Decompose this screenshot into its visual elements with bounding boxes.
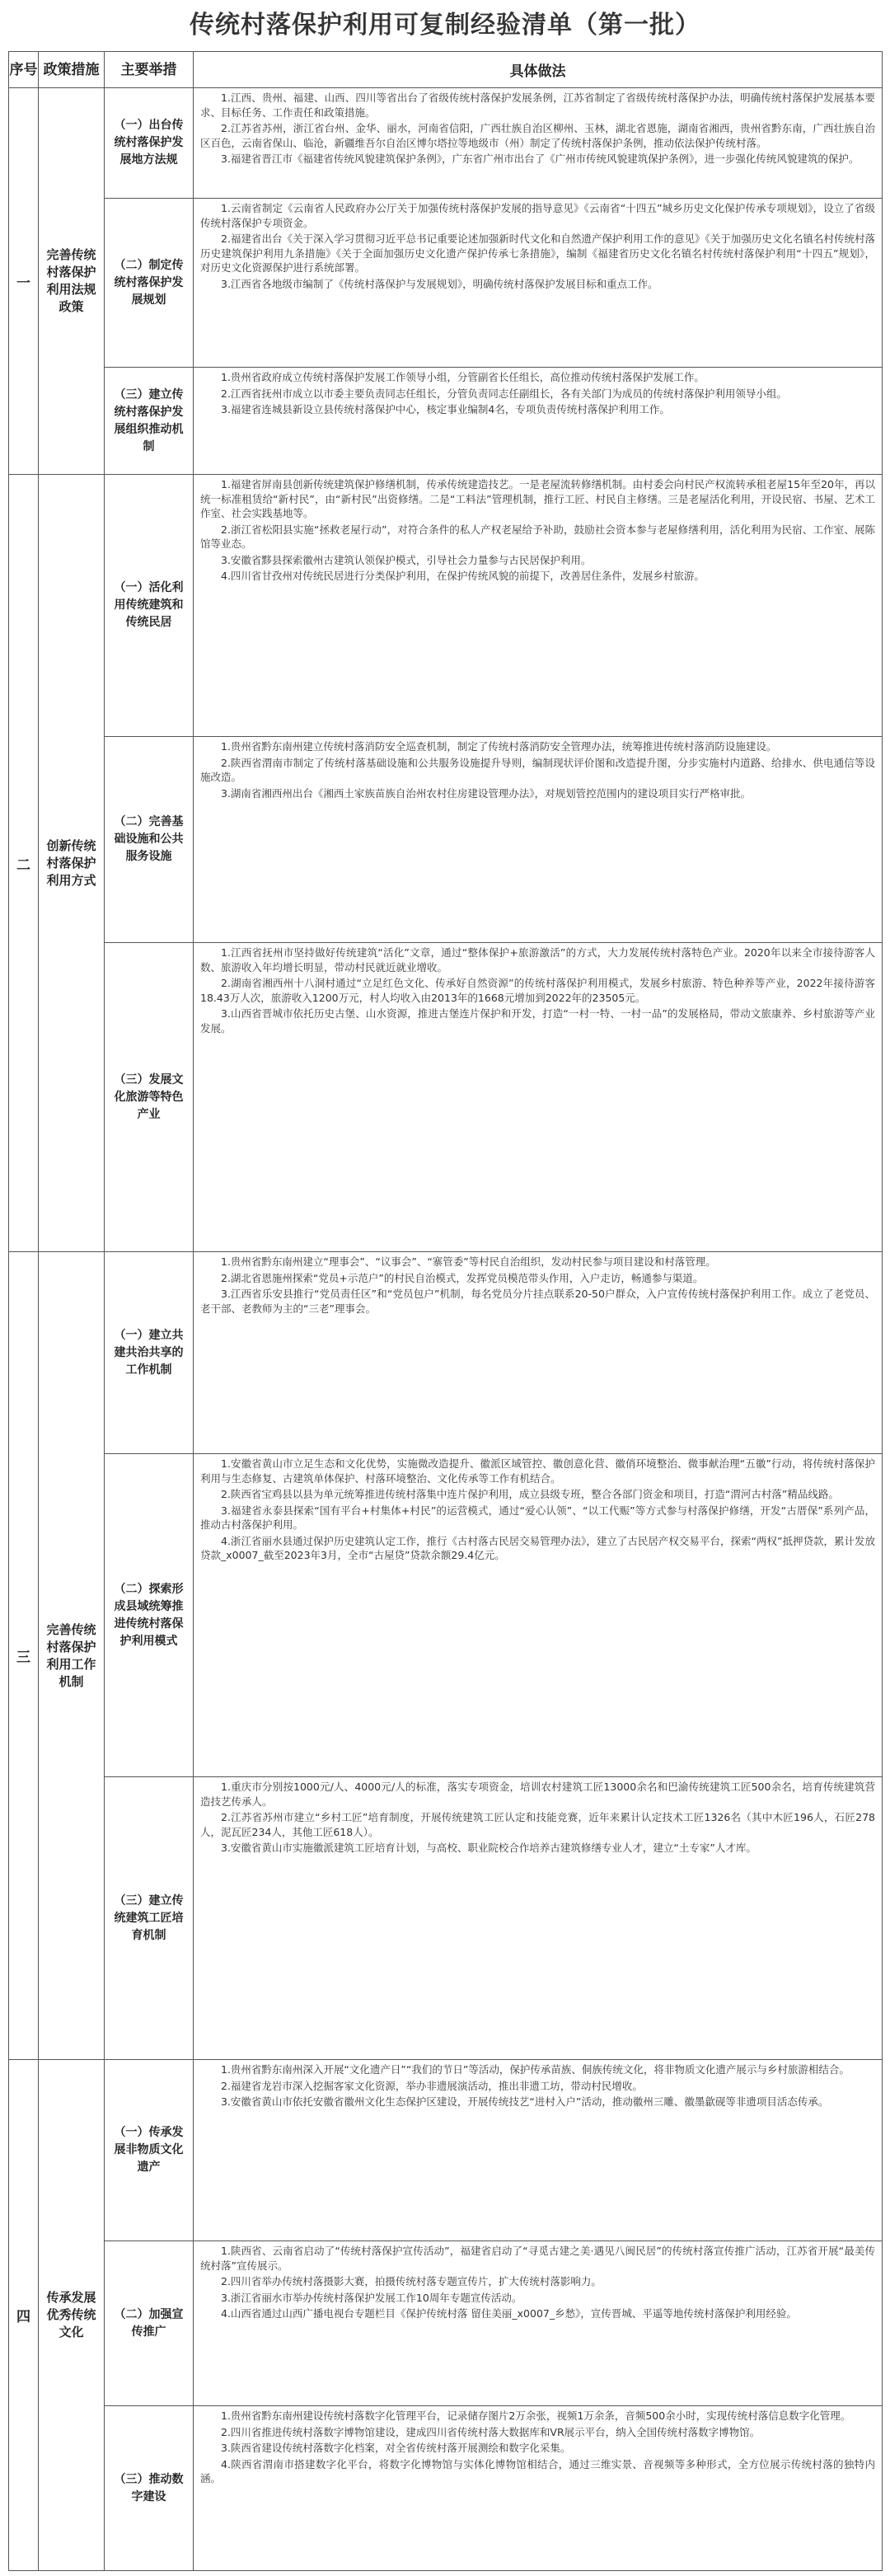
document-title: 传统村落保护利用可复制经验清单（第一批）	[190, 11, 700, 40]
table-row	[9, 2406, 883, 2571]
table-row	[9, 368, 883, 475]
header-seq: 序号	[9, 52, 39, 88]
table-row	[9, 475, 883, 737]
detail-paragraph: 4.浙江省丽水县通过保护历史建筑认定工作，推行《古村落古民居交易管理办法》，建立了古民居产权交易平台，探索“两权”抵押贷款，累计发放贷款_x0007_截至2023年3月，全市“古屋贷”贷款余额29.4亿元。	[200, 1534, 875, 1561]
detail-cell	[194, 475, 883, 737]
detail-paragraph: 3.福建省晋江市《福建省传统风貌建筑保护条例》，广东省广州市出台了《广州市传统风貌建筑保护条例》，进一步强化传统风貌建筑的保护。	[221, 152, 860, 165]
section-number: 四	[9, 2060, 39, 2571]
detail-cell	[194, 1252, 883, 1454]
table-row	[9, 1777, 883, 2060]
detail-paragraph: 2.福建省龙岩市深入挖掘客家文化资源，举办非遗展演活动，推出非遗工坊，带动村民增收。	[221, 2079, 643, 2092]
detail-paragraph: 4.陕西省渭南市搭建数字化平台，将数字化博物馆与实体化博物馆相结合，通过三维实景、音视频等多种形式，全方位展示传统村落的独特内涵。	[200, 2457, 875, 2485]
experience-table	[8, 51, 883, 2571]
detail-paragraph: 3.安徽省黄山市实施徽派建筑工匠培育计划，与高校、职业院校合作培养古建筑修缮专业人才，建立“土专家”人才库。	[221, 1842, 756, 1854]
detail-paragraph: 4.山西省通过山西广播电视台专题栏目《保护传统村落 留住美丽_x0007_乡愁》，宣传晋城、平遥等地传统村落保护利用经验。	[221, 2307, 797, 2320]
detail-paragraph: 1.云南省制定《云南省人民政府办公厅关于加强传统村落保护发展的指导意见》《云南省“十四五”城乡历史文化保护传承专项规划》，设立了省级传统村落保护专项资金。	[200, 202, 875, 229]
measure-cell: （一）活化利用传统建筑和传统民居	[105, 475, 194, 737]
detail-paragraph: 2.江苏省苏州，浙江省台州、金华、丽水，河南省信阳，广西壮族自治区柳州、玉林，湖北省恩施，湖南省湘西，贵州省黔东南，广西壮族自治区百色，云南省保山、临沧，新疆维吾尔自治区博尔塔拉等地级市（州）制定了传统村落保护条例，推动依法保护传统村落。	[200, 122, 875, 149]
detail-cell	[194, 2060, 883, 2241]
detail-paragraph: 3.安徽省黄山市依托安徽省徽州文化生态保护区建设，开展传统技艺“进村入户”活动，推动徽州三雕、徽墨歙砚等非遗项目活态传承。	[221, 2095, 829, 2108]
measure-cell: （一）出台传统村落保护发展地方法规	[105, 88, 194, 199]
table-row	[9, 943, 883, 1252]
detail-paragraph: 1.江西省抚州市坚持做好传统建筑“活化”文章，通过“整体保护+旅游激活”的方式，大力发展传统村落特色产业。2020年以来全市接待游客人数、旅游收入年均增长明显，带动村民就近就业增收。	[200, 946, 875, 974]
header-policy: 政策措施	[39, 52, 105, 88]
detail-paragraph: 3.江西省各地级市编制了《传统村落保护与发展规划》，明确传统村落保护发展目标和重点工作。	[221, 277, 658, 290]
detail-cell	[194, 737, 883, 943]
measure-cell: （一）建立共建共治共享的工作机制	[105, 1252, 194, 1454]
measure-cell: （二）探索形成县域统筹推进传统村落保护利用模式	[105, 1454, 194, 1777]
detail-cell	[194, 368, 883, 475]
measure-cell: （一）传承发展非物质文化遗产	[105, 2060, 194, 2241]
detail-paragraph: 1.江西、贵州、福建、山西、四川等省出台了省级传统村落保护发展条例，江苏省制定了省级传统村落保护办法，明确传统村落保护发展基本要求、目标任务、工作责任和政策措施。	[200, 91, 875, 119]
detail-cell	[194, 2406, 883, 2571]
measure-cell: （二）制定传统村落保护发展规划	[105, 199, 194, 368]
detail-cell	[194, 88, 883, 199]
measure-cell: （三）推动数字建设	[105, 2406, 194, 2571]
detail-paragraph: 1.重庆市分别按1000元/人、4000元/人的标准，落实专项资金，培训农村建筑工匠13000余名和巴渝传统建筑工匠500余名，培育传统建筑营造技艺传承人。	[200, 1781, 875, 1808]
measure-cell: （二）完善基础设施和公共服务设施	[105, 737, 194, 943]
header-detail: 具体做法	[194, 52, 883, 88]
table-row	[9, 2241, 883, 2406]
detail-paragraph: 3.福建省连城县新设立县传统村落保护中心，核定事业编制4名，专项负责传统村落保护利用工作。	[221, 403, 670, 415]
measure-cell: （三）建立传统村落保护发展组织推动机制	[105, 368, 194, 475]
table-row	[9, 1454, 883, 1777]
detail-paragraph: 3.安徽省黟县探索徽州古建筑认领保护模式，引导社会力量参与古民居保护利用。	[221, 553, 592, 566]
section-number: 三	[9, 1252, 39, 2060]
detail-paragraph: 2.浙江省松阳县实施“拯救老屋行动”，对符合条件的私人产权老屋给予补助，鼓励社会资本参与老屋修缮利用，活化利用为民宿、工作室、展陈馆等业态。	[200, 523, 875, 550]
detail-cell	[194, 943, 883, 1252]
policy-cell: 完善传统村落保护利用法规政策	[39, 88, 105, 475]
detail-paragraph: 2.江苏省苏州市建立“乡村工匠”培育制度，开展传统建筑工匠认定和技能竞赛，近年来累计认定技术工匠1326名（其中木匠196人，石匠278人，泥瓦匠234人，其他工匠618人）。	[200, 1811, 875, 1838]
detail-paragraph: 1.安徽省黄山市立足生态和文化优势，实施微改造提升、徽派区域管控、徽创意化营、徽俏环境整治、微事献治理“五徽”行动，将传统村落保护利用与生态修复、古建筑单体保护、村落环境整治、文化传承等工作有机结合。	[200, 1457, 875, 1485]
detail-paragraph: 3.福建省永泰县探索“国有平台+村集体+村民”的运营模式，通过“爱心认领”、“以工代赈”等方式参与村落保护修缮，开发“古厝保”系列产品，推动古村落保护利用。	[200, 1504, 875, 1531]
section-number: 一	[9, 88, 39, 475]
measure-cell: （三）建立传统建筑工匠培育机制	[105, 1777, 194, 2060]
table-row	[9, 1252, 883, 1454]
detail-paragraph: 1.贵州省黔东南州建立“理事会”、“议事会”、“寨管委”等村民自治组织，发动村民参与项目建设和村落管理。	[221, 1255, 716, 1268]
detail-cell	[194, 2241, 883, 2406]
measure-cell: （二）加强宣传推广	[105, 2241, 194, 2406]
detail-paragraph: 2.四川省举办传统村落摄影大赛，拍摄传统村落专题宣传片，扩大传统村落影响力。	[221, 2275, 602, 2287]
detail-paragraph: 3.湖南省湘西州出台《湘西土家族苗族自治州农村住房建设管理办法》，对规划管控范围内的建设项目实行严格审批。	[221, 786, 752, 800]
detail-paragraph: 1.贵州省黔东南州深入开展“文化遗产日”“我们的节日”等活动，保护传承苗族、侗族传统文化，将非物质文化遗产展示与乡村旅游相结合。	[221, 2063, 850, 2076]
policy-cell: 创新传统村落保护利用方式	[39, 475, 105, 1252]
table-row	[9, 737, 883, 943]
detail-paragraph: 3.江西省乐安县推行“党员责任区”和“党员包户”机制，每名党员分片挂点联系20-50户群众，入户宣传传统村落保护利用工作。成立了老党员、老干部、老教师为主的“三老”理事会。	[200, 1288, 875, 1315]
detail-paragraph: 1.贵州省黔东南州建设传统村落数字化管理平台，记录储存图片2万余张，视频1万余条，音频500余小时，实现传统村落信息数字化管理。	[221, 2409, 851, 2422]
detail-cell	[194, 1777, 883, 2060]
detail-paragraph: 3.陕西省建设传统村落数字化档案，对全省传统村落开展测绘和数字化采集。	[221, 2442, 571, 2454]
detail-paragraph: 2.陕西省宝鸡县以县为单元统筹推进传统村落集中连片保护利用，成立县级专班，整合各部门资金和项目，打造“渭河古村落”精品线路。	[221, 1488, 839, 1500]
table-row	[9, 2060, 883, 2241]
detail-paragraph: 2.湖北省恩施州探索“党员+示范户”的村民自治模式，发挥党员模范带头作用，入户走访，畅通参与渠道。	[221, 1271, 704, 1284]
table-header-row	[9, 52, 883, 88]
section-number: 二	[9, 475, 39, 1252]
detail-paragraph: 3.浙江省丽水市举办传统村落保护发展工作10周年专题宣传活动。	[221, 2291, 522, 2304]
detail-paragraph: 2.湖南省湘西州十八洞村通过“立足红色文化、传承好自然资源”的传统村落保护利用模式，发展乡村旅游、特色种养等产业，2022年接待游客18.43万人次，旅游收入1200万元，村人均收入由2013年的1668元增加到2022年的23505元。	[200, 977, 875, 1004]
detail-paragraph: 2.福建省出台《关于深入学习贯彻习近平总书记重要论述加强新时代文化和自然遗产保护利用工作的意见》《关于加强历史文化名镇名村传统村落历史建筑保护利用九条措施》《关于全面加强历史文化遗产保护传承七条措施》，编制《福建省历史文化名镇名村传统村落保护利用“十四五”规划》，对历史文化资源保护进行系统部署。	[200, 232, 875, 274]
table-row	[9, 88, 883, 199]
policy-cell: 完善传统村落保护利用工作机制	[39, 1252, 105, 2060]
detail-paragraph: 1.福建省屏南县创新传统建筑保护修缮机制，传承传统建造技艺。一是老屋流转修缮机制。由村委会向村民产权流转承租老屋15年至20年，再以统一标准租赁给“新村民”，由“新村民”出资修缮。二是“工料法”管理机制，推行工匠、村民自主修缮。三是老屋活化利用，开设民宿、书屋、艺术工作室、社会实践基地等。	[200, 478, 875, 519]
detail-paragraph: 3.山西省晋城市依托历史古堡、山水资源，推进古堡连片保护和开发，打造“一村一特、一村一品”的发展格局，带动文旅康养、乡村旅游等产业发展。	[200, 1007, 875, 1035]
detail-paragraph: 2.江西省抚州市成立以市委主要负责同志任组长，分管负责同志任副组长，各有关部门为成员的传统村落保护利用领导小组。	[221, 387, 787, 400]
detail-paragraph: 2.陕西省渭南市制定了传统村落基础设施和公共服务设施提升导则，编制现状评价图和改造提升图，分步实施村内道路、给排水、供电通信等设施改造。	[200, 756, 875, 783]
detail-paragraph: 4.四川省甘孜州对传统民居进行分类保护利用，在保护传统风貌的前提下，改善居住条件，发展乡村旅游。	[221, 570, 705, 582]
policy-cell: 传承发展优秀传统文化	[39, 2060, 105, 2571]
header-measure: 主要举措	[105, 52, 194, 88]
table-row	[9, 199, 883, 368]
detail-paragraph: 2.四川省推进传统村落数字博物馆建设，建成四川省传统村落大数据库和VR展示平台，纳入全国传统村落数字博物馆。	[221, 2425, 761, 2438]
detail-cell	[194, 199, 883, 368]
detail-paragraph: 1.贵州省政府成立传统村落保护发展工作领导小组，分管副省长任组长，高位推动传统村落保护发展工作。	[221, 371, 705, 383]
detail-paragraph: 1.陕西省、云南省启动了“传统村落保护宣传活动”，福建省启动了“寻觅古建之美·遇见八闽民居”的传统村落宣传推广活动，江苏省开展“最美传统村落”宣传展示。	[200, 2245, 875, 2272]
measure-cell: （三）发展文化旅游等特色产业	[105, 943, 194, 1252]
detail-cell	[194, 1454, 883, 1777]
detail-paragraph: 1.贵州省黔东南州建立传统村落消防安全巡查机制，制定了传统村落消防安全管理办法，统筹推进传统村落消防设施建设。	[221, 740, 777, 753]
